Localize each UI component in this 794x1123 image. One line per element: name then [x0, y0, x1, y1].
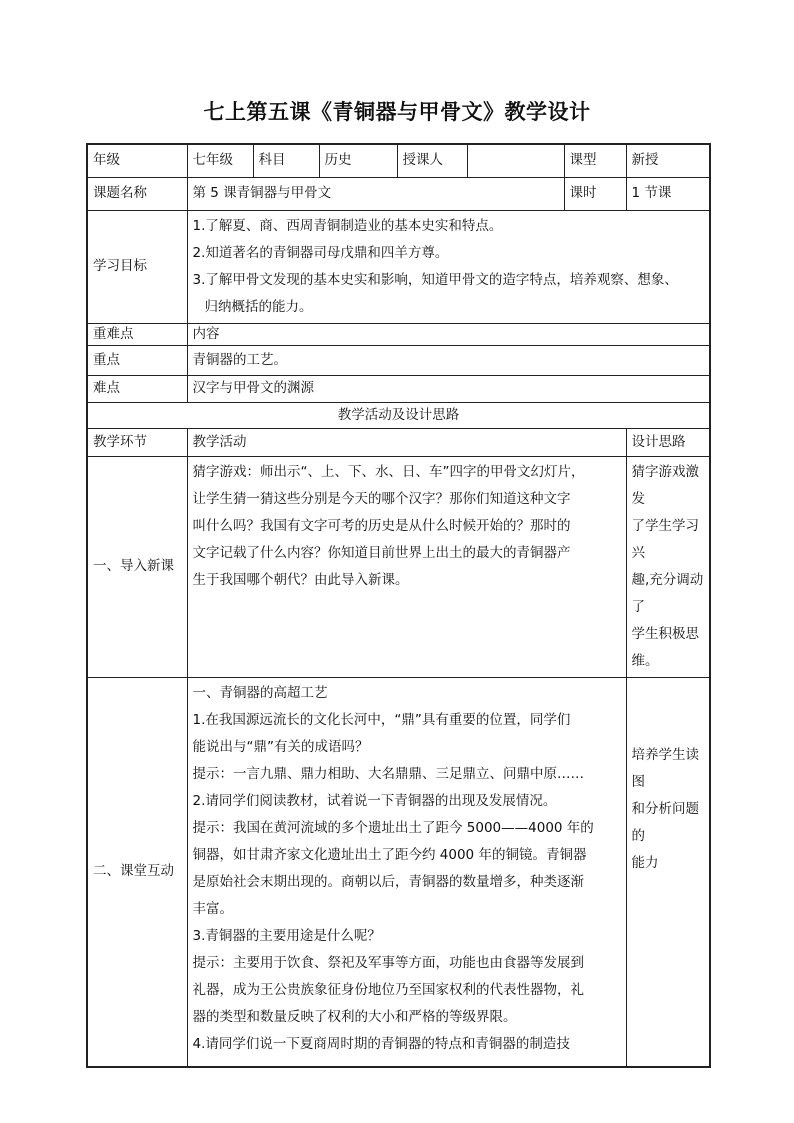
hours-value: 1 节课 [626, 177, 710, 210]
activity-line: 提示：一言九鼎、鼎力相助、大名鼎鼎、三足鼎立、问鼎中原…… [192, 765, 584, 782]
design-line: 了学生学习兴 [631, 517, 699, 561]
teacher-label: 授课人 [397, 144, 467, 177]
topic-label: 课题名称 [87, 177, 187, 210]
info-row-topic [87, 177, 710, 210]
key-difficult-value: 内容 [187, 323, 710, 345]
type-label: 课型 [564, 144, 626, 177]
difficult-point-value: 汉字与甲骨文的渊源 [187, 375, 710, 402]
activity-line: 文字记载了什么内容？你知道目前世界上出土的最大的青铜器产 [192, 544, 571, 561]
activity-line: 1.在我国源远流长的文化长河中，“鼎”具有重要的位置，同学们 [192, 711, 571, 728]
lesson-plan-table [86, 143, 711, 1068]
activity-line: 一、青铜器的高超工艺 [192, 684, 328, 701]
type-value: 新授 [626, 144, 710, 177]
objective-item: 2.知道著名的青铜器司母戊鼎和四羊方尊。 [192, 244, 449, 261]
step1-row [87, 456, 710, 677]
activity-header-row [87, 428, 710, 456]
step2-activity [187, 677, 626, 1067]
activity-line: 器的类型和数量反映了权利的大小和严格的等级界限。 [192, 1008, 517, 1025]
grade-label: 年级 [87, 144, 187, 177]
objectives-row [87, 210, 710, 323]
step1-design [626, 456, 710, 677]
key-point-row [87, 345, 710, 375]
objective-item: 3.了解甲骨文发现的基本史实和影响，知道甲骨文的造字特点，培养观察、想象、 [192, 271, 678, 288]
step1-name: 一、导入新课 [87, 456, 187, 677]
teacher-value [467, 144, 564, 177]
topic-value: 第 5 课青铜器与甲骨文 [187, 177, 564, 210]
activity-line: 提示：主要用于饮食、祭祀及军事等方面，功能也由食器等发展到 [192, 954, 584, 971]
info-row-grade [87, 144, 710, 177]
design-line: 趣,充分调动了 [631, 571, 704, 615]
header-activity: 教学活动 [187, 428, 626, 456]
activity-line: 4.请同学们说一下夏商周时期的青铜器的特点和青铜器的制造技 [192, 1035, 570, 1052]
activity-line: 能说出与“鼎”有关的成语吗？ [192, 738, 369, 755]
difficult-point-row [87, 375, 710, 402]
activity-line: 生于我国哪个朝代？由此导入新课。 [192, 571, 409, 588]
objectives-content [187, 210, 710, 323]
step1-activity [187, 456, 626, 677]
activity-line: 礼器，成为王公贵族象征身份地位乃至国家权利的代表性器物，礼 [192, 981, 584, 998]
design-line: 和分析问题的 [631, 800, 699, 844]
header-design: 设计思路 [626, 428, 710, 456]
hours-label: 课时 [564, 177, 626, 210]
design-line: 能力 [631, 854, 659, 871]
key-difficult-row [87, 323, 710, 345]
step2-row [87, 677, 710, 1067]
activity-line: 3.青铜器的主要用途是什么呢？ [192, 927, 381, 944]
activity-line: 是原始社会末期出现的。商朝以后，青铜器的数量增多，种类逐渐 [192, 873, 584, 890]
page-title: 七上第五课《青铜器与甲骨文》教学设计 [203, 99, 591, 124]
grade-value: 七年级 [187, 144, 253, 177]
key-point-label: 重点 [87, 345, 187, 375]
step2-design [626, 677, 710, 1067]
activity-line: 叫什么吗？我国有文字可考的历史是从什么时候开始的？那时的 [192, 517, 571, 534]
section-heading: 教学活动及设计思路 [87, 402, 710, 428]
activity-line: 铜器，如甘肃齐家文化遗址出土了距今约 4000 年的铜镜。青铜器 [192, 846, 587, 863]
design-line: 培养学生读图 [631, 746, 699, 790]
key-point-value: 青铜器的工艺。 [187, 345, 710, 375]
activity-line: 提示：我国在黄河流域的多个遗址出土了距今 5000——4000 年的 [192, 819, 594, 836]
activity-line: 2.请同学们阅读教材，试着说一下青铜器的出现及发展情况。 [192, 792, 557, 809]
subject-value: 历史 [319, 144, 397, 177]
activity-line: 丰富。 [192, 900, 233, 917]
design-line: 猜字游戏激发 [631, 463, 699, 507]
objective-item: 1.了解夏、商、西周青铜制造业的基本史实和特点。 [192, 217, 503, 234]
objectives-label: 学习目标 [87, 210, 187, 323]
header-step: 教学环节 [87, 428, 187, 456]
activity-line: 让学生猜一猜这些分别是今天的哪个汉字？那你们知道这种文字 [192, 490, 571, 507]
objective-item: 归纳概括的能力。 [204, 298, 313, 315]
difficult-point-label: 难点 [87, 375, 187, 402]
section-heading-row [87, 402, 710, 428]
key-difficult-label: 重难点 [87, 323, 187, 345]
activity-line: 猜字游戏：师出示“、上、下、水、日、车”四字的甲骨文幻灯片， [192, 463, 585, 480]
subject-label: 科目 [253, 144, 319, 177]
step2-name: 二、课堂互动 [87, 677, 187, 1067]
design-line: 学生积极思维。 [631, 625, 699, 669]
